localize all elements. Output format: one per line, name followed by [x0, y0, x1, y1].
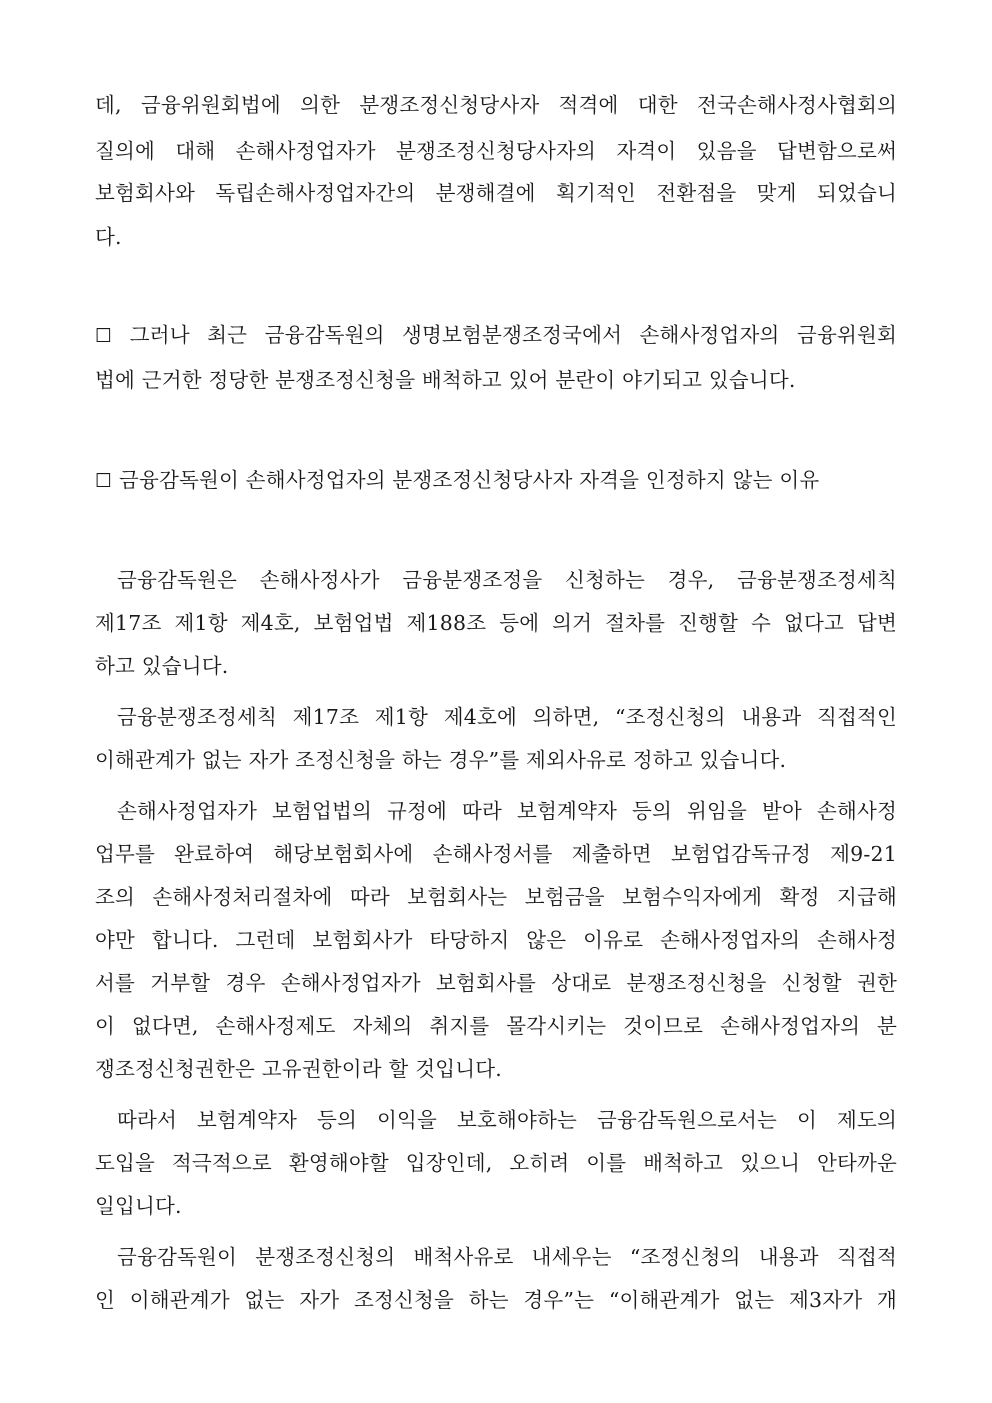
para4-line-2: 업무를 완료하여 해당보험회사에 손해사정서를 제출하면 보험업감독규정 제9-21 [95, 842, 897, 866]
para3-line-1: 금융분쟁조정세칙 제17조 제1항 제4호에 의하면, “조정신청의 내용과 직접적인 [117, 705, 897, 729]
para1-line-4: 다. [95, 225, 122, 249]
para2-line-1: 금융감독원은 손해사정사가 금융분쟁조정을 신청하는 경우, 금융분쟁조정세칙 [117, 568, 897, 592]
para1-line-2: 질의에 대해 손해사정업자가 분쟁조정신청당사자의 자격이 있음을 답변함으로써 [95, 139, 897, 163]
para4-line-5: 서를 거부할 경우 손해사정업자가 보험회사를 상대로 분쟁조정신청을 신청할 권한 [95, 971, 897, 995]
para2-line-3: 하고 있습니다. [95, 654, 229, 678]
para6-line-1: 금융감독원이 분쟁조정신청의 배척사유로 내세우는 “조정신청의 내용과 직접적 [117, 1245, 897, 1269]
bullet1-line-2: 법에 근거한 정당한 분쟁조정신청을 배척하고 있어 분란이 야기되고 있습니다. [95, 368, 796, 392]
para1-line-3: 보험회사와 독립손해사정업자간의 분쟁해결에 획기적인 전환점을 맞게 되었습니 [95, 181, 897, 205]
para5-line-3: 일입니다. [95, 1194, 182, 1218]
para1-line-1: 데, 금융위원회법에 의한 분쟁조정신청당사자 적격에 대한 전국손해사정사협회의 [95, 93, 897, 117]
para3-line-2: 이해관계가 없는 자가 조정신청을 하는 경우”를 제외사유로 정하고 있습니다. [95, 748, 787, 772]
bullet2-text-1: 금융감독원이 손해사정업자의 분쟁조정신청당사자 자격을 인정하지 않는 이유 [118, 468, 820, 492]
para2-line-2: 제17조 제1항 제4호, 보험업법 제188조 등에 의거 절차를 진행할 수 없다고 답변 [95, 611, 897, 635]
bullet1-line-1 [95, 320, 897, 351]
para5-line-1: 따라서 보험계약자 등의 이익을 보호해야하는 금융감독원으로서는 이 제도의 [117, 1108, 897, 1132]
para5-line-2: 도입을 적극적으로 환영해야할 입장인데, 오히려 이를 배척하고 있으니 안타까운 [95, 1151, 897, 1175]
checkbox-icon: ☐ [95, 470, 113, 492]
bullet2-line-1 [95, 465, 897, 496]
para4-line-6: 이 없다면, 손해사정제도 자체의 취지를 몰각시키는 것이므로 손해사정업자의 분 [95, 1014, 897, 1038]
bullet1-text-1: 그러나 최근 금융감독원의 생명보험분쟁조정국에서 손해사정업자의 금융위원회 [129, 323, 898, 347]
checkbox-icon: ☐ [95, 325, 113, 347]
para4-line-1: 손해사정업자가 보험업법의 규정에 따라 보험계약자 등의 위임을 받아 손해사정 [117, 799, 897, 823]
para4-line-4: 야만 합니다. 그런데 보험회사가 타당하지 않은 이유로 손해사정업자의 손해사정 [95, 928, 897, 952]
para4-line-3: 조의 손해사정처리절차에 따라 보험회사는 보험금을 보험수익자에게 확정 지급해 [95, 885, 897, 909]
para4-line-7: 쟁조정신청권한은 고유권한이라 할 것입니다. [95, 1057, 502, 1081]
para6-line-2: 인 이해관계가 없는 자가 조정신청을 하는 경우”는 “이해관계가 없는 제3자가 개 [95, 1288, 897, 1312]
